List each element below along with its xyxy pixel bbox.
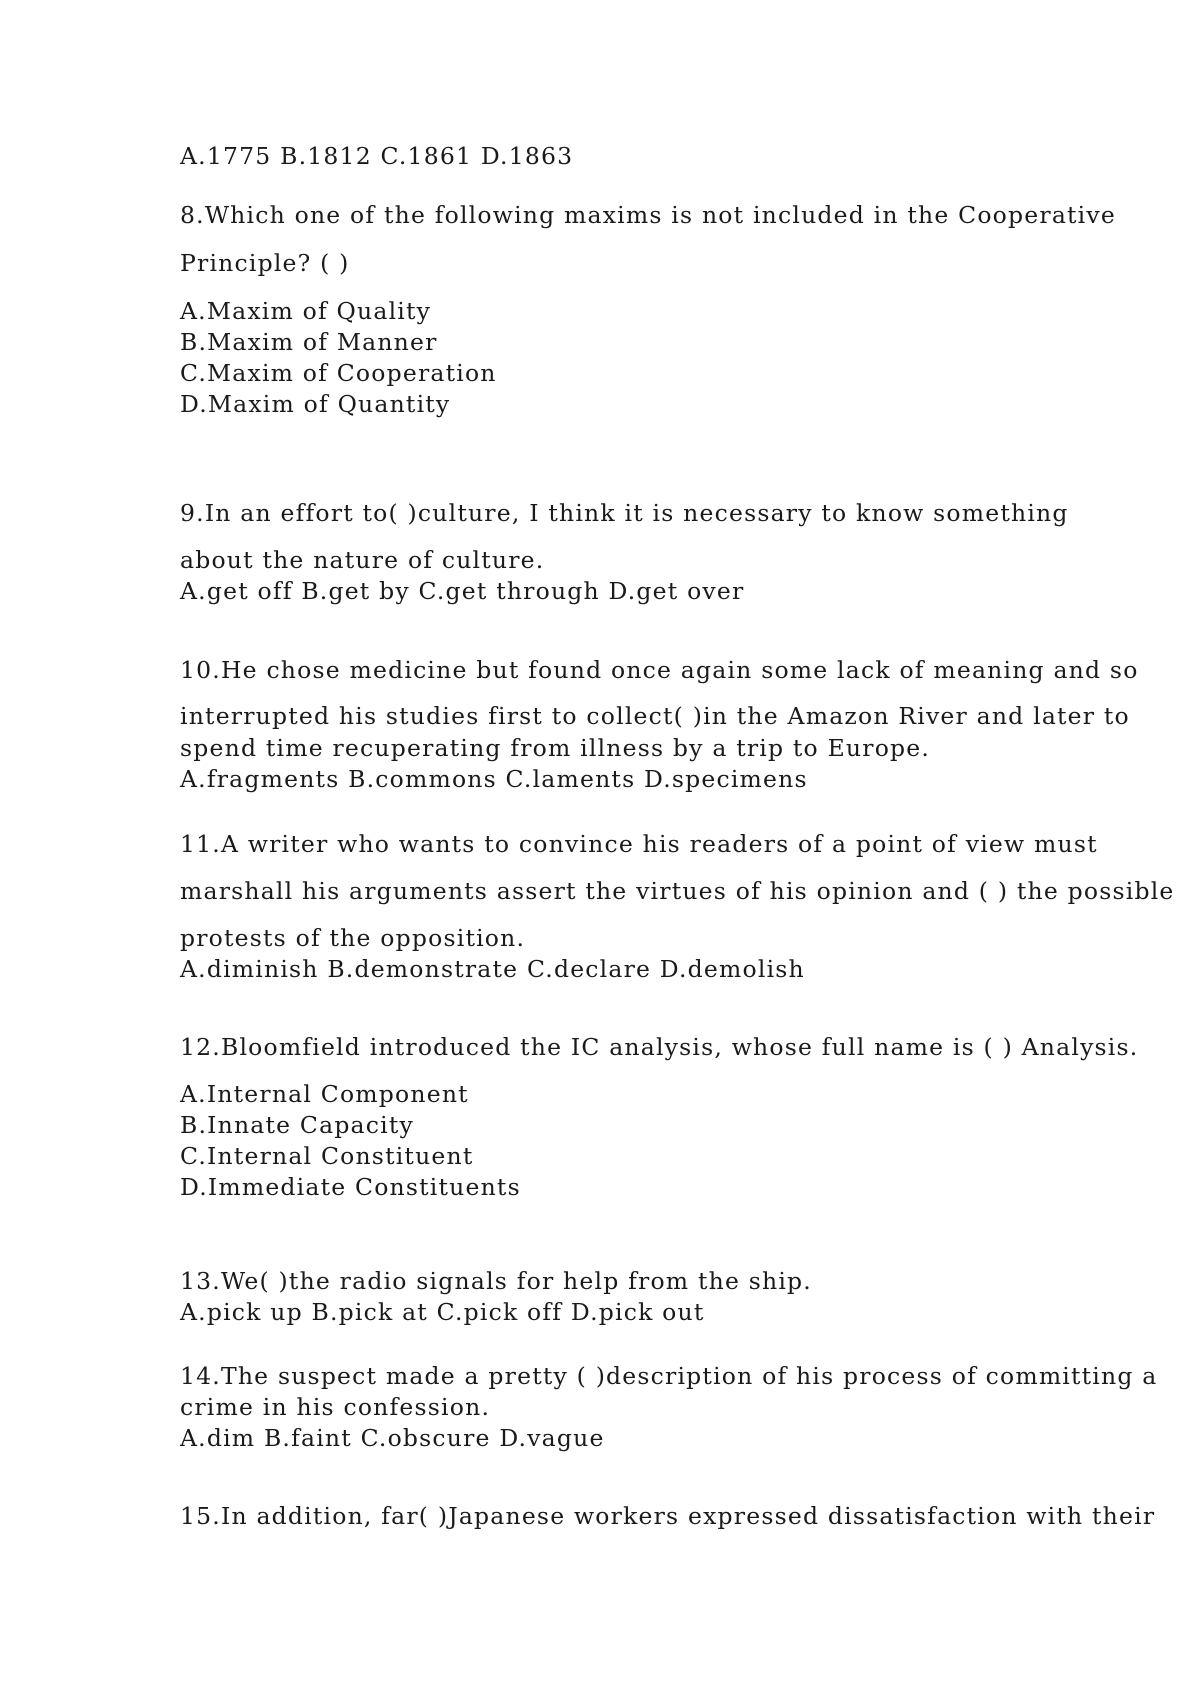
q12-option-c: C.Internal Constituent [180, 1142, 474, 1170]
q12-option-d: D.Immediate Constituents [180, 1173, 521, 1201]
q10-options: A.fragments B.commons C.laments D.specimens [180, 765, 808, 793]
q11-stem-line-1: 11.A writer who wants to convince his readers of a point of view must [180, 830, 1098, 858]
q10-stem-line-2: interrupted his studies first to collect( )in the Amazon River and later to [180, 702, 1130, 730]
q14-stem-line-2: crime in his confession. [180, 1393, 491, 1421]
q12-option-a: A.Internal Component [180, 1080, 469, 1108]
q13-options: A.pick up B.pick at C.pick off D.pick out [180, 1298, 705, 1326]
q8-stem-line-2: Principle? ( ) [180, 249, 350, 277]
q11-options: A.diminish B.demonstrate C.declare D.demolish [180, 955, 805, 983]
q11-stem-line-3: protests of the opposition. [180, 924, 526, 952]
q9-options: A.get off B.get by C.get through D.get over [180, 577, 745, 605]
q10-stem-line-1: 10.He chose medicine but found once again some lack of meaning and so [180, 656, 1139, 684]
q7-options: A.1775 B.1812 C.1861 D.1863 [180, 142, 574, 170]
q15-stem-line-1: 15.In addition, far( )Japanese workers expressed dissatisfaction with their [180, 1502, 1156, 1530]
q11-stem-line-2: marshall his arguments assert the virtues of his opinion and ( ) the possible [180, 877, 1175, 905]
q8-option-c: C.Maxim of Cooperation [180, 359, 497, 387]
q13-stem: 13.We( )the radio signals for help from the ship. [180, 1267, 812, 1295]
q8-option-b: B.Maxim of Manner [180, 328, 438, 356]
q8-stem-line-1: 8.Which one of the following maxims is not included in the Cooperative [180, 201, 1116, 229]
q12-option-b: B.Innate Capacity [180, 1111, 414, 1139]
q10-stem-line-3: spend time recuperating from illness by a trip to Europe. [180, 734, 931, 762]
q12-stem: 12.Bloomfield introduced the IC analysis, whose full name is ( ) Analysis. [180, 1033, 1139, 1061]
q9-stem-line-1: 9.In an effort to( )culture, I think it is necessary to know something [180, 499, 1069, 527]
q14-stem-line-1: 14.The suspect made a pretty ( )description of his process of committing a [180, 1362, 1158, 1390]
q9-stem-line-2: about the nature of culture. [180, 546, 545, 574]
q8-option-a: A.Maxim of Quality [180, 297, 432, 325]
q8-option-d: D.Maxim of Quantity [180, 390, 451, 418]
q14-options: A.dim B.faint C.obscure D.vague [180, 1424, 605, 1452]
